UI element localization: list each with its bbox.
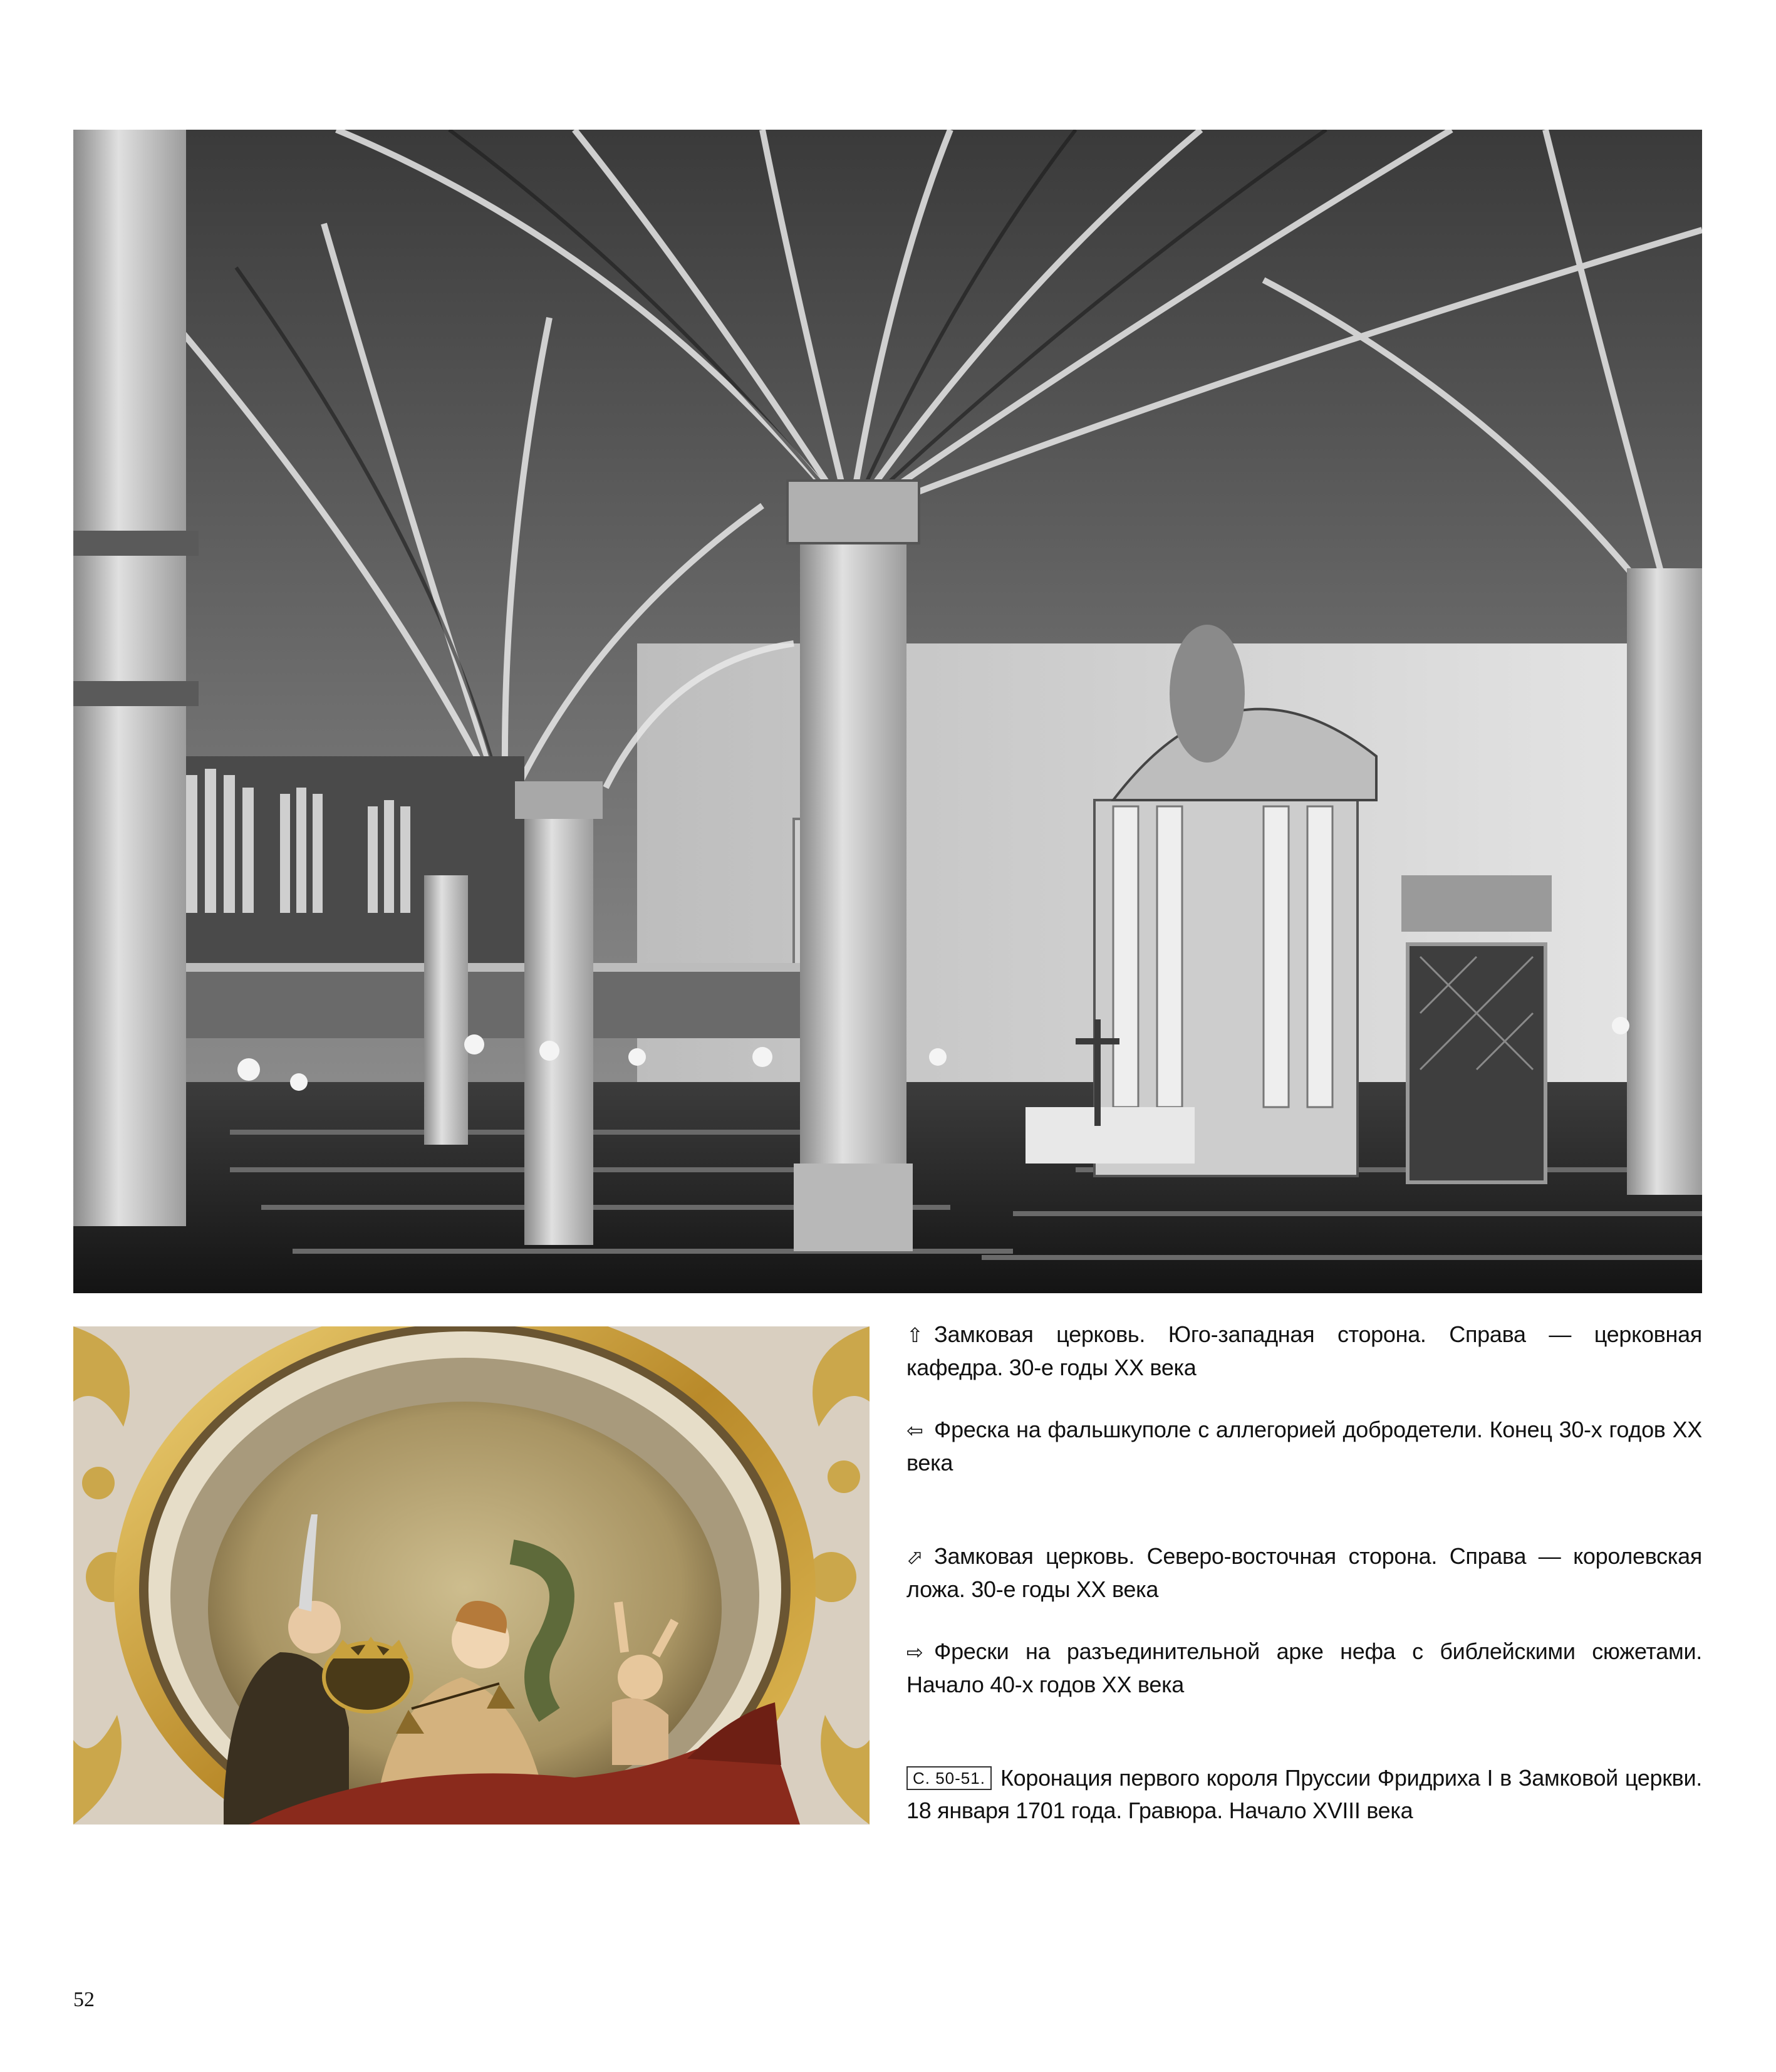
page-number: 52 (73, 1988, 95, 2011)
reference-text: Коронация первого короля Пруссии Фридриха I в Замковой церкви. 18 января 1701 года. Гравюра. Начало XVIII века (906, 1765, 1702, 1823)
caption-1-text: Замковая церковь. Юго-западная сторона. Справа — церковная кафедра. 30-е годы XX века (906, 1321, 1702, 1380)
fresco-illustration (73, 1326, 870, 1825)
caption-4-text: Фрески на разъединительной арке нефа с библейскими сюжетами. Начало 40-х годов XX века (906, 1638, 1702, 1697)
caption-3-text: Замковая церковь. Северо-восточная сторона. Справа — королевская ложа. 30-е годы XX века (906, 1543, 1702, 1602)
arrow-up-right-icon: ⬀ (906, 1545, 923, 1569)
page-reference-badge: С. 50-51. (906, 1766, 992, 1790)
caption-3 (906, 1540, 1702, 1606)
caption-2 (906, 1413, 1702, 1479)
caption-reference (906, 1762, 1702, 1827)
church-interior-photo (73, 130, 1702, 1293)
caption-1 (906, 1318, 1702, 1384)
caption-2-text: Фреска на фальшкуполе с аллегорией добродетели. Конец 30-х годов XX века (906, 1417, 1702, 1476)
arrow-right-icon: ⇨ (906, 1640, 923, 1664)
church-interior-illustration (73, 130, 1702, 1293)
arrow-up-icon: ⇧ (906, 1323, 923, 1347)
caption-4 (906, 1635, 1702, 1701)
fresco-photo (73, 1326, 870, 1825)
arrow-left-icon: ⇦ (906, 1419, 923, 1442)
